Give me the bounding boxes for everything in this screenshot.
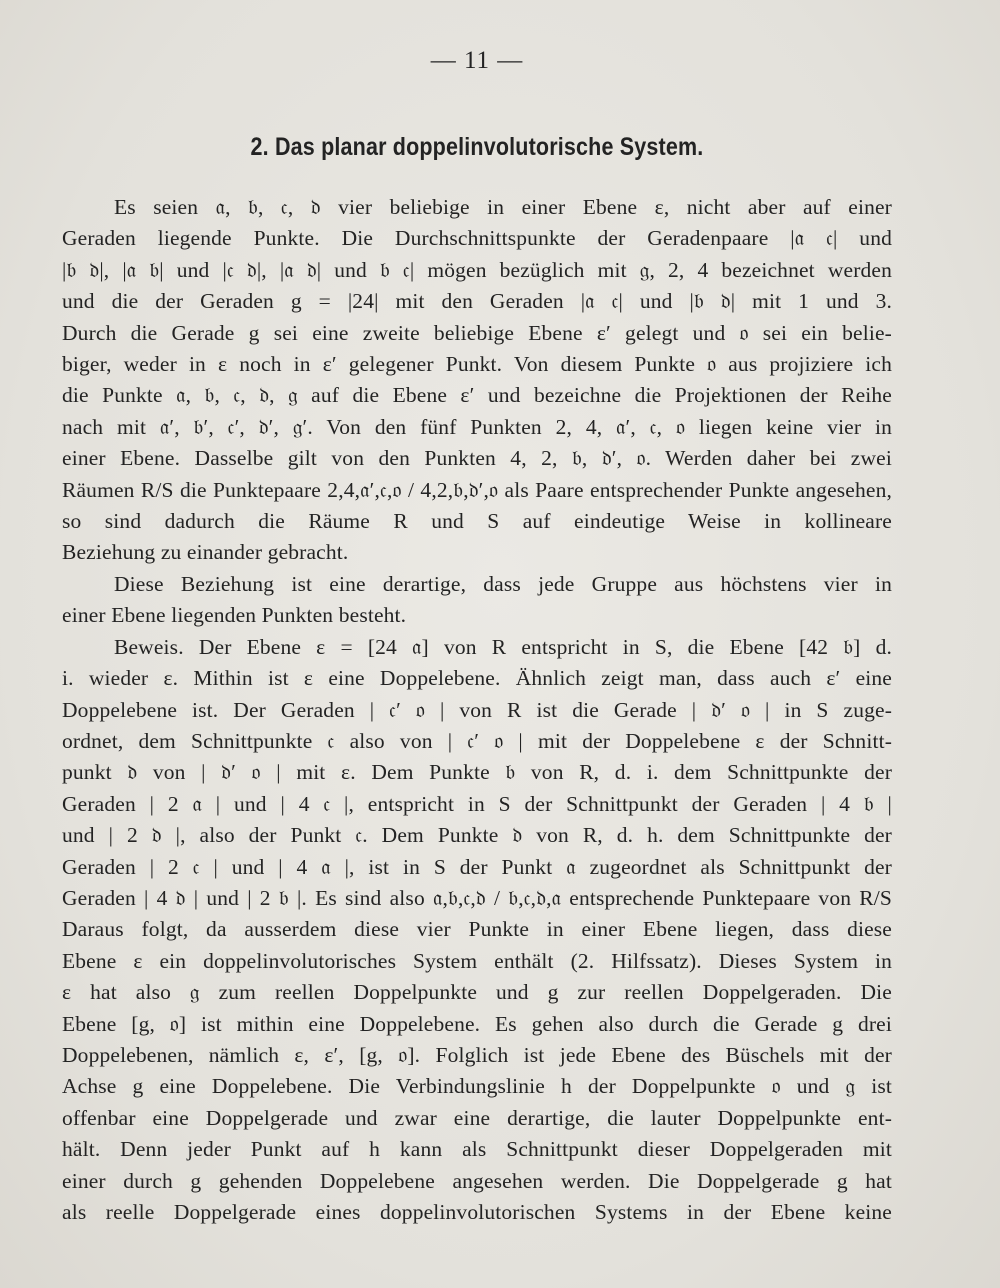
text-line: Räumen R/S die Punktepaare 2,4,𝔞′,𝔠,𝔬 / 4,2,𝔟,𝔡′,𝔬 als Paare entsprechender Punkte angesehen, <box>62 477 892 502</box>
text-line: Ebene [g, 𝔬] ist mithin eine Doppelebene. Es gehen also durch die Gerade g drei <box>62 1011 892 1036</box>
text-line: einer Ebene liegenden Punkten besteht. <box>62 603 407 628</box>
section-title: 2. Das planar doppelinvolutorische System. <box>250 133 704 161</box>
text-line: Diese Beziehung ist eine derartige, dass jede Gruppe aus höchstens vier in <box>114 571 892 596</box>
text-line: biger, weder in ε noch in ε′ gelegener Punkt. Von diesem Punkte 𝔬 aus projiziere ich <box>62 352 892 377</box>
text-line: Geraden liegende Punkte. Die Durchschnittspunkte der Geradenpaare |𝔞 𝔠| und <box>62 226 892 251</box>
text-line: einer Ebene. Dasselbe gilt von den Punkten 4, 2, 𝔟, 𝔡′, 𝔬. Werden daher bei zwei <box>62 446 892 471</box>
body-text <box>62 192 892 1228</box>
text-line: punkt 𝔡 von | 𝔡′ 𝔬 | mit ε. Dem Punkte 𝔟 von R, d. i. dem Schnittpunkte der <box>62 760 892 785</box>
text-line: so sind dadurch die Räume R und S auf eindeutige Weise in kollineare <box>62 509 892 534</box>
text-line: Doppelebene ist. Der Geraden | 𝔠′ 𝔬 | von R ist die Gerade | 𝔡′ 𝔬 | in S zuge- <box>62 697 892 722</box>
text-line: ordnet, dem Schnittpunkte 𝔠 also von | 𝔠′ 𝔬 | mit der Doppelebene ε der Schnitt- <box>62 728 892 753</box>
text-line: ε hat also 𝔤 zum reellen Doppelpunkte und g zur reellen Doppelgeraden. Die <box>62 980 892 1005</box>
text-line: und die der Geraden g = |24| mit den Geraden |𝔞 𝔠| und |𝔟 𝔡| mit 1 und 3. <box>62 289 892 314</box>
text-line: |𝔟 𝔡|, |𝔞 𝔟| und |𝔠 𝔡|, |𝔞 𝔡| und 𝔟 𝔠| mögen bezüglich mit 𝔤, 2, 4 bezeichnet werden <box>62 257 892 282</box>
text-line: offenbar eine Doppelgerade und zwar eine derartige, die lauter Doppelpunkte ent- <box>62 1105 892 1130</box>
text-line: Geraden | 4 𝔡 | und | 2 𝔟 |. Es sind also 𝔞,𝔟,𝔠,𝔡 / 𝔟,𝔠,𝔡,𝔞 entsprechende Punktepaare von R/S <box>62 885 892 910</box>
text-line: die Punkte 𝔞, 𝔟, 𝔠, 𝔡, 𝔤 auf die Ebene ε′ und bezeichne die Projektionen der Reihe <box>62 383 892 408</box>
text-line: als reelle Doppelgerade eines doppelinvolutorischen Systems in der Ebene keine <box>62 1200 892 1224</box>
text-line: Geraden | 2 𝔞 | und | 4 𝔠 |, entspricht in S der Schnittpunkt der Geraden | 4 𝔟 | <box>62 791 892 816</box>
text-line: Es seien 𝔞, 𝔟, 𝔠, 𝔡 vier beliebige in einer Ebene ε, nicht aber auf einer <box>114 195 892 219</box>
paragraph-3 <box>62 632 892 1229</box>
text-line: hält. Denn jeder Punkt auf h kann als Schnittpunkt dieser Doppelgeraden mit <box>62 1137 892 1162</box>
text-line: Beweis. Der Ebene ε = [24 𝔞] von R entspricht in S, die Ebene [42 𝔟] d. <box>114 634 892 659</box>
text-line: und | 2 𝔡 |, also der Punkt 𝔠. Dem Punkte 𝔡 von R, d. h. dem Schnittpunkte der <box>62 823 892 848</box>
text-line: Geraden | 2 𝔠 | und | 4 𝔞 |, ist in S der Punkt 𝔞 zugeordnet als Schnittpunkt der <box>62 854 892 879</box>
text-line: nach mit 𝔞′, 𝔟′, 𝔠′, 𝔡′, 𝔤′. Von den fünf Punkten 2, 4, 𝔞′, 𝔠, 𝔬 liegen keine vier in <box>62 414 892 439</box>
text-line: Doppelebenen, nämlich ε, ε′, [g, 𝔬]. Folglich ist jede Ebene des Büschels mit der <box>62 1042 892 1067</box>
text-line: Daraus folgt, da ausserdem diese vier Punkte in einer Ebene liegen, dass diese <box>62 917 892 942</box>
paragraph-1 <box>62 192 892 569</box>
text-line: i. wieder ε. Mithin ist ε eine Doppelebene. Ähnlich zeigt man, dass auch ε′ eine <box>62 666 892 691</box>
text-line: Ebene ε ein doppelinvolutorisches System enthält (2. Hilfssatz). Dieses System in <box>62 948 892 973</box>
text-line: einer durch g gehenden Doppelebene angesehen werden. Die Doppelgerade g hat <box>62 1168 892 1193</box>
paragraph-2 <box>62 569 892 632</box>
text-line: Achse g eine Doppelebene. Die Verbindungslinie h der Doppelpunkte 𝔬 und 𝔤 ist <box>62 1074 892 1099</box>
page-number: — 11 — <box>430 47 524 74</box>
text-line: Durch die Gerade g sei eine zweite beliebige Ebene ε′ gelegt und 𝔬 sei ein belie- <box>62 320 892 345</box>
text-line: Beziehung zu einander gebracht. <box>62 540 349 565</box>
